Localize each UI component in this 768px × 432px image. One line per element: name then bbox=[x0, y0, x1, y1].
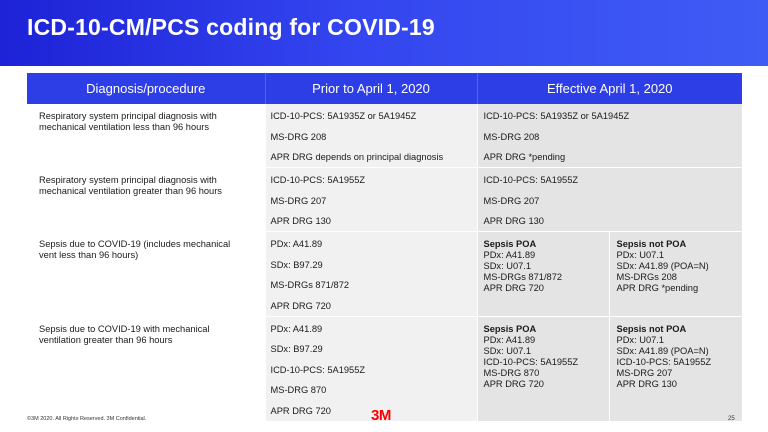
diagnosis-cell bbox=[27, 104, 265, 168]
prior-line: PDx: A41.89 bbox=[270, 323, 323, 334]
poa-line: MS-DRGs 871/872 bbox=[483, 272, 563, 282]
table-header-row bbox=[27, 73, 742, 104]
effective-cell bbox=[477, 168, 742, 232]
not-poa-line: APR DRG 130 bbox=[616, 378, 677, 389]
diagnosis-text: Respiratory system principal diagnosis with mechanical ventilation greater than 96 hours bbox=[39, 175, 222, 196]
3m-logo: 3M bbox=[371, 407, 391, 424]
prior-line: SDx: B97.29 bbox=[270, 344, 323, 354]
poa-line: APR DRG 720 bbox=[483, 378, 544, 389]
not-poa-line: MS-DRGs 208 bbox=[616, 272, 677, 282]
not-poa-line: SDx: A41.89 (POA=N) bbox=[616, 345, 709, 356]
table-row bbox=[27, 104, 742, 168]
header-diagnosis: Diagnosis/procedure bbox=[27, 73, 265, 104]
prior-line: ICD-10-PCS: 5A1935Z or 5A1945Z bbox=[270, 111, 417, 121]
header-effective: Effective April 1, 2020 bbox=[477, 73, 742, 104]
sepsis-poa-cell bbox=[477, 316, 609, 421]
sepsis-poa-heading: Sepsis POA bbox=[483, 239, 537, 249]
prior-line: APR DRG 720 bbox=[270, 300, 331, 311]
prior-line: MS-DRG 870 bbox=[270, 385, 327, 395]
header-prior: Prior to April 1, 2020 bbox=[265, 73, 477, 104]
prior-line: MS-DRGs 871/872 bbox=[270, 280, 350, 290]
prior-cell bbox=[265, 104, 477, 168]
sepsis-not-poa-cell bbox=[609, 232, 742, 317]
title-banner bbox=[0, 0, 768, 66]
sepsis-poa-cell bbox=[477, 232, 609, 317]
effective-line: ICD-10-PCS: 5A1935Z or 5A1945Z bbox=[483, 111, 630, 121]
prior-line: MS-DRG 208 bbox=[270, 131, 327, 142]
table-row bbox=[27, 316, 742, 421]
diagnosis-text: Sepsis due to COVID-19 with mechanical ventilation greater than 96 hours bbox=[39, 323, 210, 345]
poa-line: MS-DRG 870 bbox=[483, 367, 540, 378]
poa-line: APR DRG 720 bbox=[483, 283, 544, 293]
prior-line: APR DRG 130 bbox=[270, 216, 331, 226]
sepsis-not-poa-heading: Sepsis not POA bbox=[616, 323, 687, 334]
prior-cell bbox=[265, 316, 477, 421]
effective-line: MS-DRG 207 bbox=[483, 195, 540, 206]
poa-line: PDx: A41.89 bbox=[483, 250, 536, 260]
coding-table bbox=[27, 73, 742, 421]
prior-cell bbox=[265, 232, 477, 317]
prior-line: MS-DRG 207 bbox=[270, 195, 327, 206]
prior-line: ICD-10-PCS: 5A1955Z bbox=[270, 364, 366, 375]
copyright-notice: ©3M 2020. All Rights Reserved. 3M Confidential. bbox=[27, 416, 147, 422]
prior-cell bbox=[265, 168, 477, 232]
effective-cell bbox=[477, 104, 742, 168]
diagnosis-cell bbox=[27, 232, 265, 317]
slide-title: ICD-10-CM/PCS coding for COVID-19 bbox=[27, 14, 435, 40]
diagnosis-cell bbox=[27, 168, 265, 232]
poa-line: SDx: U07.1 bbox=[483, 261, 532, 271]
not-poa-line: PDx: U07.1 bbox=[616, 250, 665, 260]
not-poa-line: ICD-10-PCS: 5A1955Z bbox=[616, 356, 712, 367]
effective-line: MS-DRG 208 bbox=[483, 131, 540, 142]
diagnosis-text: Respiratory system principal diagnosis with mechanical ventilation less than 96 hours bbox=[39, 111, 217, 132]
table-row bbox=[27, 168, 742, 232]
not-poa-line: PDx: U07.1 bbox=[616, 334, 665, 345]
poa-line: PDx: A41.89 bbox=[483, 334, 536, 345]
sepsis-poa-heading: Sepsis POA bbox=[483, 323, 537, 334]
prior-line: ICD-10-PCS: 5A1955Z bbox=[270, 175, 366, 185]
effective-line: APR DRG 130 bbox=[483, 216, 544, 226]
sepsis-not-poa-cell bbox=[609, 316, 742, 421]
table-row bbox=[27, 232, 742, 317]
prior-line: APR DRG 720 bbox=[270, 405, 331, 416]
prior-line: SDx: B97.29 bbox=[270, 259, 323, 270]
poa-line: SDx: U07.1 bbox=[483, 345, 532, 356]
diagnosis-cell bbox=[27, 316, 265, 421]
not-poa-line: APR DRG *pending bbox=[616, 283, 699, 293]
not-poa-line: SDx: A41.89 (POA=N) bbox=[616, 261, 709, 271]
diagnosis-text: Sepsis due to COVID-19 (includes mechanical vent less than 96 hours) bbox=[39, 239, 231, 260]
poa-line: ICD-10-PCS: 5A1955Z bbox=[483, 356, 579, 367]
not-poa-line: MS-DRG 207 bbox=[616, 367, 673, 378]
sepsis-not-poa-heading: Sepsis not POA bbox=[616, 239, 687, 249]
page-number: 25 bbox=[728, 416, 735, 422]
effective-line: ICD-10-PCS: 5A1955Z bbox=[483, 175, 579, 185]
prior-line: APR DRG depends on principal diagnosis bbox=[270, 152, 444, 162]
effective-line: APR DRG *pending bbox=[483, 152, 566, 162]
prior-line: PDx: A41.89 bbox=[270, 239, 323, 249]
